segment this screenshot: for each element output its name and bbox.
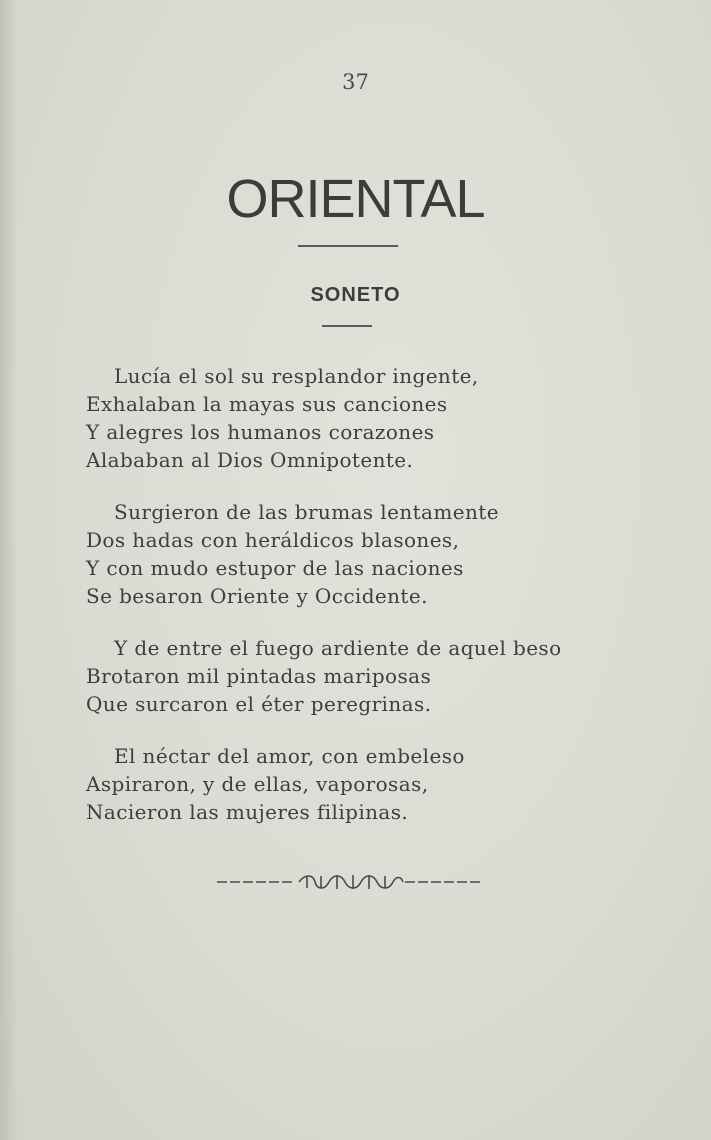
poem-line: El néctar del amor, con embeleso	[114, 744, 465, 768]
page-number: 37	[342, 70, 369, 94]
end-ornament-icon	[215, 870, 485, 894]
title-rule	[298, 245, 398, 247]
stanza-3	[86, 634, 686, 718]
poem-subtitle: SONETO	[310, 284, 401, 306]
poem-line: Y alegres los humanos corazones	[86, 420, 435, 444]
poem-body	[86, 362, 686, 850]
poem-line: Brotaron mil pintadas mariposas	[86, 664, 432, 688]
poem-line: Dos hadas con heráldicos blasones,	[86, 528, 460, 552]
poem-line: Nacieron las mujeres filipinas.	[86, 800, 409, 824]
poem-line: Alababan al Dios Omnipotente.	[86, 448, 414, 472]
stanza-2	[86, 498, 686, 610]
poem-line: Lucía el sol su resplandor ingente,	[114, 364, 479, 388]
stanza-4	[86, 742, 686, 826]
poem-line: Se besaron Oriente y Occidente.	[86, 584, 428, 608]
poem-line: Exhalaban la mayas sus canciones	[86, 392, 448, 416]
subtitle-rule	[322, 325, 372, 327]
poem-line: Que surcaron el éter peregrinas.	[86, 692, 432, 716]
poem-line: Aspiraron, y de ellas, vaporosas,	[86, 772, 429, 796]
poem-title: ORIENTAL	[226, 169, 485, 229]
poem-line: Y de entre el fuego ardiente de aquel beso	[114, 636, 562, 660]
poem-line: Y con mudo estupor de las naciones	[86, 556, 464, 580]
poem-line: Surgieron de las brumas lentamente	[114, 500, 499, 524]
stanza-1	[86, 362, 686, 474]
